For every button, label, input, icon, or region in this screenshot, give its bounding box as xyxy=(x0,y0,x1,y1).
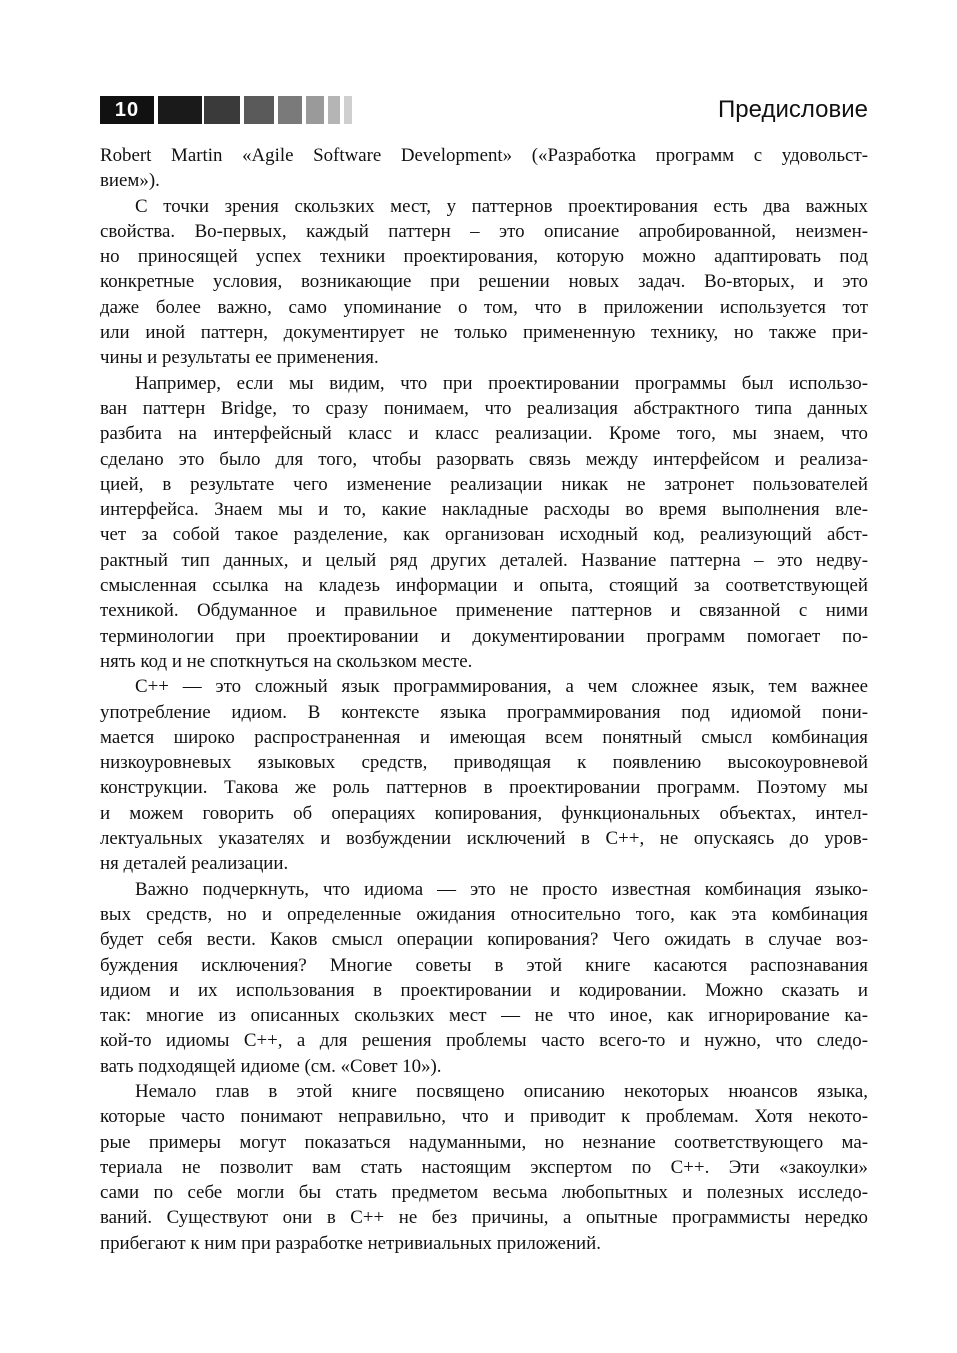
paragraph xyxy=(100,877,868,1079)
text-line: будет себя вести. Каков смысл операции копирования? Чего ожидать в случае воз- xyxy=(100,929,868,951)
paragraph xyxy=(100,371,868,675)
text-line: вых средств, но и определенные ожидания относительно того, как эта комбинация xyxy=(100,903,868,925)
running-header xyxy=(100,96,868,124)
text-line: но приносящей успех техники проектирования, которую можно адаптировать под xyxy=(100,246,868,268)
paragraph xyxy=(100,674,868,876)
text-line: Например, если мы видим, что при проектировании программы был использо- xyxy=(135,372,868,394)
header-bar xyxy=(204,96,240,124)
body-text xyxy=(100,143,868,1256)
text-line: конкретные условия, возникающие при решении новых задач. Во-вторых, и это xyxy=(100,271,868,293)
text-line: С точки зрения скользких мест, у паттернов проектирования есть два важных xyxy=(135,195,868,217)
text-line: рактный тип данных, и целый ряд других деталей. Название паттерна – это недву- xyxy=(100,549,868,571)
text-line: Robert Martin «Agile Software Development» («Разработка программ с удовольст- xyxy=(100,145,868,166)
section-title: Предисловие xyxy=(718,96,868,123)
text-line: буждения исключения? Многие советы в этой книге касаются распознавания xyxy=(100,954,868,976)
text-line: конструкции. Такова же роль паттернов в проектировании программ. Поэтому мы xyxy=(100,777,868,799)
text-line: Немало глав в этой книге посвящено описанию некоторых нюансов языка, xyxy=(135,1080,868,1102)
text-line: цией, в результате чего изменение реализации никак не затронет пользователей xyxy=(100,473,868,495)
text-line: вием»). xyxy=(100,170,160,192)
text-line: смысленная ссылка на кладезь информации и опыта, стоящий за соответствующей xyxy=(100,575,868,597)
page-number: 10 xyxy=(100,96,154,124)
paragraph xyxy=(100,1079,868,1256)
text-line: техникой. Обдуманное и правильное применение паттернов и связанной с ними xyxy=(100,600,868,622)
text-line: ван паттерн Bridge, то сразу понимаем, что реализация абстрактного типа данных xyxy=(100,397,868,419)
text-line: сами по себе могли бы стать предметом весьма любопытных и полезных исследо- xyxy=(100,1182,868,1204)
header-bar xyxy=(328,96,340,124)
text-line: низкоуровневых языковых средств, приводящая к появлению высокоуровневой xyxy=(100,752,868,774)
text-line: рые примеры могут показаться надуманными, но незнание соответствующего ма- xyxy=(100,1131,868,1153)
paragraph xyxy=(100,194,868,371)
text-line: лектуальных указателях и возбуждении исключений в C++, не опускаясь до уров- xyxy=(100,828,868,850)
text-line: сделано это было для того, чтобы разорвать связь между интерфейсом и реализа- xyxy=(100,448,868,470)
text-line: Важно подчеркнуть, что идиома — это не просто известная комбинация языко- xyxy=(135,878,868,900)
text-line: интерфейса. Знаем мы и то, какие накладные расходы во время выполнения вле- xyxy=(100,499,868,521)
paragraph xyxy=(100,143,868,194)
text-line: чины и результаты ее применения. xyxy=(100,347,379,369)
text-line: разбита на интерфейсный класс и класс реализации. Кроме того, мы знаем, что xyxy=(100,423,868,445)
text-line: ня деталей реализации. xyxy=(100,853,289,875)
header-bar xyxy=(278,96,302,124)
text-line: так: многие из описанных скользких мест — не что иное, как игнорирование ка- xyxy=(100,1005,868,1027)
text-line: которые часто понимают неправильно, что и приводит к проблемам. Хотя некото- xyxy=(100,1106,868,1128)
header-bar xyxy=(158,96,202,124)
header-bar xyxy=(306,96,324,124)
text-line: C++ — это сложный язык программирования, а чем сложнее язык, тем важнее xyxy=(135,676,868,698)
text-line: употребление идиом. В контексте языка программирования под идиомой пони- xyxy=(100,701,868,723)
header-bar xyxy=(244,96,274,124)
text-line: и можем говорить об операциях копирования, функциональных объектах, интел- xyxy=(100,802,868,824)
text-line: или иной паттерн, документирует не только примененную технику, но также при- xyxy=(100,322,868,344)
text-line: кой-то идиомы C++, а для решения проблемы часто всего-то и нужно, что следо- xyxy=(100,1030,868,1052)
text-line: мается широко распространенная и имеющая всем понятный смысл комбинация xyxy=(100,726,868,748)
text-line: даже более важно, само упоминание о том, что в приложении используется тот xyxy=(100,296,868,318)
text-line: ваний. Существуют они в C++ не без причины, а опытные программисты нередко xyxy=(100,1207,868,1229)
header-bar xyxy=(344,96,352,124)
text-line: вать подходящей идиоме (см. «Совет 10»). xyxy=(100,1055,442,1077)
text-line: свойства. Во-первых, каждый паттерн – это описание апробированной, неизмен- xyxy=(100,220,868,242)
text-line: прибегают к ним при разработке нетривиальных приложений. xyxy=(100,1232,601,1254)
text-line: терминологии при проектировании и документировании программ помогает по- xyxy=(100,625,868,647)
text-line: нять код и не споткнуться на скользком месте. xyxy=(100,650,473,672)
text-line: идиом и их использования в проектировании и кодировании. Можно сказать и xyxy=(100,979,868,1001)
text-line: териала не позволит вам стать настоящим экспертом по C++. Эти «закоулки» xyxy=(100,1156,868,1178)
text-line: чет за собой такое разделение, как организован исходный код, реализующий абст- xyxy=(100,524,868,546)
